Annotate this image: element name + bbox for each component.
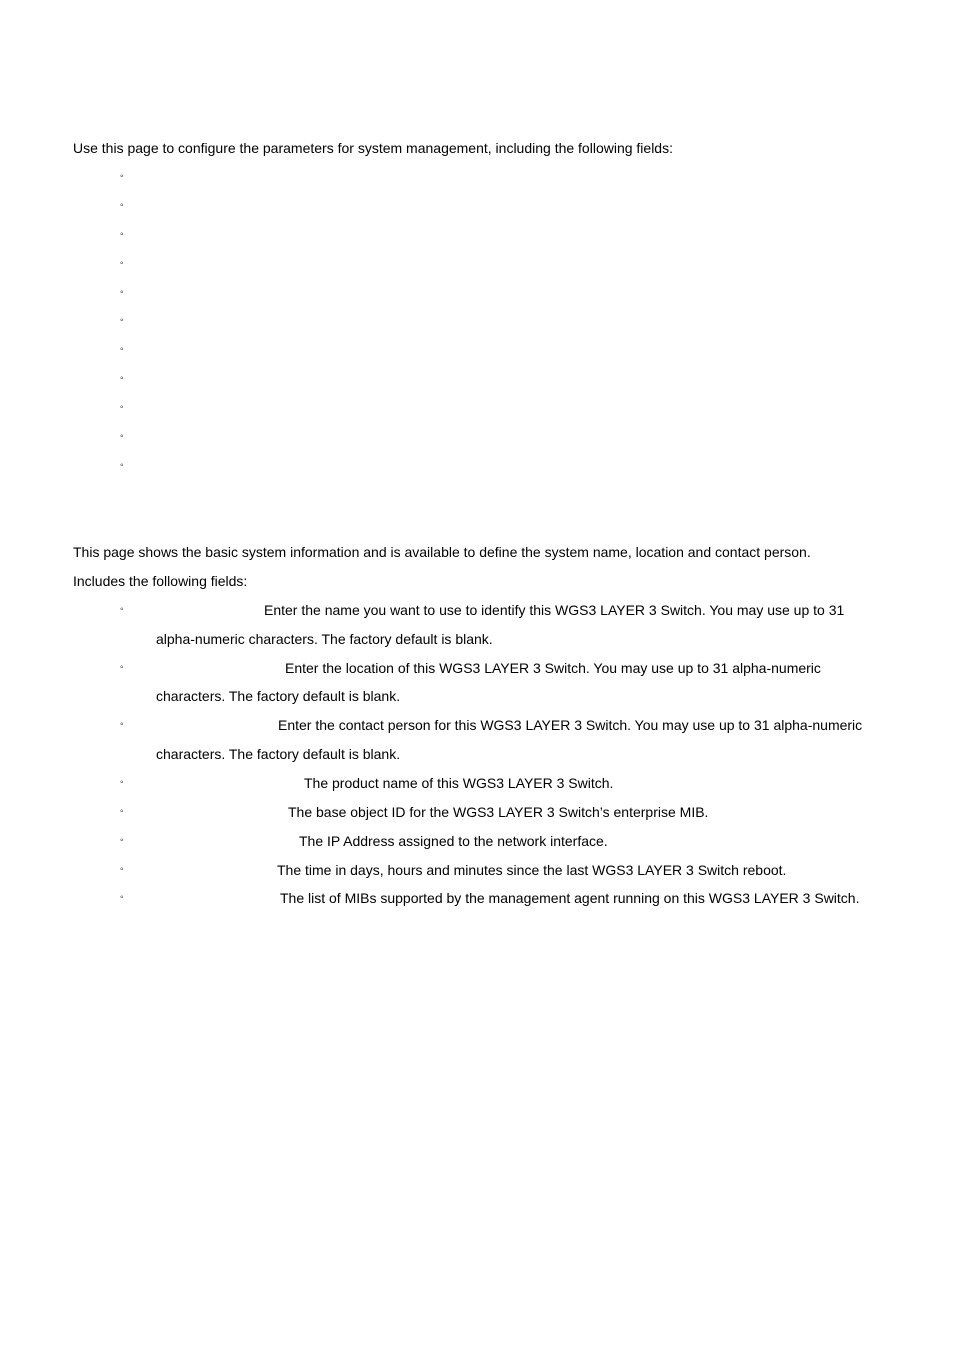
field-description: The list of MIBs supported by the management agent running on this WGS3 LAYER 3 Switch.: [280, 890, 860, 906]
field-description: The time in days, hours and minutes since the last WGS3 LAYER 3 Switch reboot.: [277, 862, 787, 878]
list-bullet: ◦: [120, 806, 124, 817]
list-bullet: ◦: [120, 662, 124, 673]
list-bullet: ◦: [120, 460, 124, 471]
section2-intro-fields: Includes the following fields:: [73, 573, 248, 589]
list-bullet: ◦: [120, 719, 124, 730]
list-bullet: ◦: [120, 315, 124, 326]
list-bullet: ◦: [120, 373, 124, 384]
section2-intro: This page shows the basic system information and is available to define the system name, location and contact person.: [73, 544, 811, 560]
list-bullet: ◦: [120, 892, 124, 903]
list-bullet: ◦: [120, 864, 124, 875]
list-bullet: ◦: [120, 258, 124, 269]
list-bullet: ◦: [120, 402, 124, 413]
list-bullet: ◦: [120, 777, 124, 788]
field-description: Enter the contact person for this WGS3 LAYER 3 Switch. You may use up to 31 alpha-numeric: [278, 717, 863, 733]
list-bullet: ◦: [120, 287, 124, 298]
field-description: The IP Address assigned to the network interface.: [299, 833, 608, 849]
list-bullet: ◦: [120, 835, 124, 846]
list-bullet: ◦: [120, 171, 124, 182]
field-description-continued: alpha-numeric characters. The factory default is blank.: [156, 631, 493, 647]
field-description-continued: characters. The factory default is blank.: [156, 746, 401, 762]
section1-intro: Use this page to configure the parameters for system management, including the following fields:: [73, 140, 673, 156]
list-bullet: ◦: [120, 229, 124, 240]
list-bullet: ◦: [120, 604, 124, 615]
field-description: Enter the name you want to use to identify this WGS3 LAYER 3 Switch. You may use up to 31: [264, 602, 845, 618]
list-bullet: ◦: [120, 344, 124, 355]
field-description: Enter the location of this WGS3 LAYER 3 Switch. You may use up to 31 alpha-numeric: [285, 660, 821, 676]
list-bullet: ◦: [120, 431, 124, 442]
field-description-continued: characters. The factory default is blank.: [156, 688, 401, 704]
field-description: The product name of this WGS3 LAYER 3 Switch.: [304, 775, 614, 791]
field-description: The base object ID for the WGS3 LAYER 3 Switch’s enterprise MIB.: [288, 804, 709, 820]
list-bullet: ◦: [120, 200, 124, 211]
